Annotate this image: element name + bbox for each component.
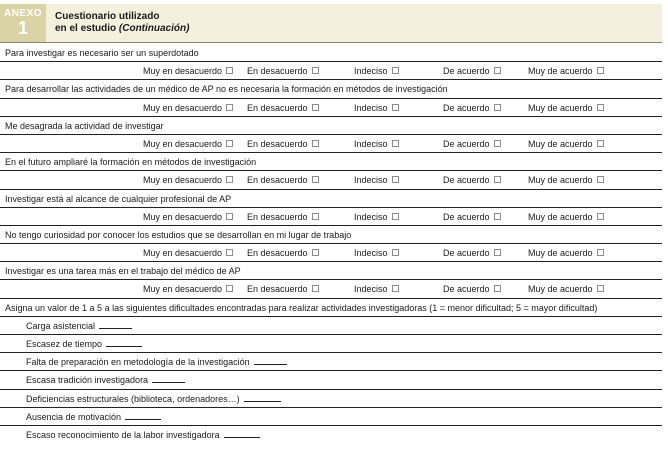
title-line-2-text: en el estudio	[55, 23, 117, 34]
difficulty-label: Ausencia de motivación	[26, 411, 122, 422]
difficulty-label: Carga asistencial	[26, 320, 96, 331]
likert-option-label: Muy en desacuerdo	[143, 138, 223, 149]
likert-option[interactable]	[354, 212, 399, 223]
checkbox[interactable]	[226, 176, 233, 183]
rating-blank-field[interactable]	[254, 357, 287, 365]
likert-option-label: Indeciso	[354, 138, 388, 149]
likert-option-label: De acuerdo	[443, 138, 490, 149]
likert-option[interactable]	[443, 175, 501, 186]
likert-option[interactable]	[443, 139, 501, 150]
likert-option[interactable]	[528, 284, 604, 295]
likert-option[interactable]	[528, 212, 604, 223]
checkbox[interactable]	[597, 249, 604, 256]
annex-title	[46, 4, 662, 42]
likert-option-label: En desacuerdo	[247, 248, 308, 259]
difficulty-label: Falta de preparación en metodología de la investigación	[26, 357, 250, 368]
annex-label: ANEXO	[3, 8, 43, 19]
likert-option-label: Muy en desacuerdo	[143, 175, 223, 186]
likert-option-label: Muy de acuerdo	[528, 66, 593, 77]
checkbox[interactable]	[392, 140, 399, 147]
difficulty-item	[0, 335, 662, 353]
likert-options-row	[0, 99, 662, 117]
checkbox[interactable]	[392, 104, 399, 111]
likert-option-label: Muy en desacuerdo	[143, 102, 223, 113]
checkbox[interactable]	[494, 249, 501, 256]
checkbox[interactable]	[392, 249, 399, 256]
likert-option[interactable]	[247, 66, 319, 77]
checkbox[interactable]	[312, 104, 319, 111]
rating-blank-field[interactable]	[244, 394, 281, 402]
annex-number: 1	[17, 18, 28, 38]
checkbox[interactable]	[597, 67, 604, 74]
rating-blank-field[interactable]	[152, 375, 185, 383]
likert-option-label: De acuerdo	[443, 284, 490, 295]
rating-blank-field[interactable]	[99, 321, 132, 329]
likert-option-label: En desacuerdo	[247, 284, 308, 295]
likert-option[interactable]	[443, 66, 501, 77]
likert-option-label: En desacuerdo	[247, 211, 308, 222]
checkbox[interactable]	[226, 67, 233, 74]
likert-options-row	[0, 208, 662, 226]
likert-options-row	[0, 171, 662, 189]
likert-option-label: De acuerdo	[443, 211, 490, 222]
likert-option-label: Muy en desacuerdo	[143, 211, 223, 222]
likert-option[interactable]	[528, 248, 604, 259]
likert-option-label: De acuerdo	[443, 248, 490, 259]
likert-option[interactable]	[443, 103, 501, 114]
question-statement: Investigar está al alcance de cualquier profesional de AP	[0, 190, 662, 208]
likert-option-label: Muy de acuerdo	[528, 284, 593, 295]
likert-option[interactable]	[143, 139, 233, 150]
checkbox[interactable]	[392, 285, 399, 292]
likert-option[interactable]	[528, 66, 604, 77]
likert-option-label: En desacuerdo	[247, 138, 308, 149]
likert-option[interactable]	[354, 284, 399, 295]
likert-option[interactable]	[143, 248, 233, 259]
checkbox[interactable]	[494, 285, 501, 292]
title-continuation: (Continuación)	[118, 23, 190, 34]
checkbox[interactable]	[312, 213, 319, 220]
difficulty-item	[0, 426, 662, 444]
checkbox[interactable]	[494, 67, 501, 74]
likert-option-label: Muy de acuerdo	[528, 211, 593, 222]
difficulty-item	[0, 390, 662, 408]
likert-option-label: Muy de acuerdo	[528, 138, 593, 149]
likert-option[interactable]	[143, 175, 233, 186]
rating-blank-field[interactable]	[125, 412, 161, 420]
likert-options-row	[0, 62, 662, 80]
title-line-2	[55, 23, 662, 35]
question-statement: Para desarrollar las actividades de un médico de AP no es necesaria la formación en métodos de investigación	[0, 80, 662, 98]
annex-badge	[0, 4, 46, 42]
difficulty-label: Escasa tradición investigadora	[26, 375, 149, 386]
checkbox[interactable]	[494, 140, 501, 147]
checkbox[interactable]	[312, 176, 319, 183]
likert-option[interactable]	[354, 175, 399, 186]
likert-option[interactable]	[247, 212, 319, 223]
annex-header	[0, 4, 662, 43]
rating-instruction: Asigna un valor de 1 a 5 a las siguientes dificultades encontradas para realizar actividades investigadoras (1 = menor dificultad; 5 = mayor dificultad)	[0, 299, 662, 317]
rating-blank-field[interactable]	[224, 430, 260, 438]
checkbox[interactable]	[312, 285, 319, 292]
checkbox[interactable]	[226, 213, 233, 220]
checkbox[interactable]	[392, 67, 399, 74]
likert-option[interactable]	[443, 212, 501, 223]
likert-option-label: Muy en desacuerdo	[143, 284, 223, 295]
checkbox[interactable]	[312, 67, 319, 74]
checkbox[interactable]	[312, 140, 319, 147]
likert-option[interactable]	[247, 139, 319, 150]
likert-option-label: Indeciso	[354, 211, 388, 222]
likert-option[interactable]	[143, 103, 233, 114]
likert-option-label: En desacuerdo	[247, 66, 308, 77]
difficulty-item	[0, 317, 662, 335]
checkbox[interactable]	[494, 213, 501, 220]
likert-option-label: Muy en desacuerdo	[143, 248, 223, 259]
likert-option[interactable]	[528, 103, 604, 114]
likert-option[interactable]	[354, 248, 399, 259]
difficulty-label: Deficiencias estructurales (biblioteca, ordenadores…)	[26, 393, 240, 404]
likert-option-label: En desacuerdo	[247, 175, 308, 186]
checkbox[interactable]	[494, 104, 501, 111]
checkbox[interactable]	[312, 249, 319, 256]
question-statement: Investigar es una tarea más en el trabajo del médico de AP	[0, 262, 662, 280]
checkbox[interactable]	[226, 140, 233, 147]
likert-option-label: Muy de acuerdo	[528, 248, 593, 259]
questionnaire-table	[0, 44, 662, 444]
likert-options-row	[0, 280, 662, 298]
checkbox[interactable]	[597, 140, 604, 147]
difficulty-label: Escasez de tiempo	[26, 339, 103, 349]
likert-option-label: En desacuerdo	[247, 102, 308, 113]
likert-options-row	[0, 135, 662, 153]
likert-option[interactable]	[143, 212, 233, 223]
likert-option-label: Indeciso	[354, 66, 388, 77]
difficulty-item	[0, 408, 662, 426]
likert-option[interactable]	[354, 66, 399, 77]
difficulty-item	[0, 353, 662, 371]
rating-blank-field[interactable]	[106, 339, 142, 347]
likert-option-label: De acuerdo	[443, 66, 490, 77]
likert-option[interactable]	[247, 248, 319, 259]
checkbox[interactable]	[597, 176, 604, 183]
likert-option[interactable]	[443, 248, 501, 259]
question-statement: No tengo curiosidad por conocer los estudios que se desarrollan en mi lugar de trabajo	[0, 226, 662, 244]
likert-option-label: Muy de acuerdo	[528, 175, 593, 186]
likert-option[interactable]	[528, 139, 604, 150]
likert-option-label: Muy de acuerdo	[528, 102, 593, 113]
likert-option-label: De acuerdo	[443, 102, 490, 113]
likert-option-label: Indeciso	[354, 284, 388, 295]
checkbox[interactable]	[597, 213, 604, 220]
difficulty-label: Escaso reconocimiento de la labor investigadora	[26, 429, 220, 440]
likert-option-label: De acuerdo	[443, 175, 490, 186]
question-statement: En el futuro ampliaré la formación en métodos de investigación	[0, 153, 662, 171]
checkbox[interactable]	[226, 104, 233, 111]
difficulty-item	[0, 371, 662, 389]
checkbox[interactable]	[226, 249, 233, 256]
checkbox[interactable]	[226, 285, 233, 292]
checkbox[interactable]	[597, 104, 604, 111]
checkbox[interactable]	[597, 285, 604, 292]
likert-option-label: Indeciso	[354, 175, 388, 186]
likert-option[interactable]	[354, 139, 399, 150]
likert-option-label: Indeciso	[354, 102, 388, 113]
checkbox[interactable]	[494, 176, 501, 183]
likert-option[interactable]	[528, 175, 604, 186]
likert-options-row	[0, 244, 662, 262]
checkbox[interactable]	[392, 213, 399, 220]
likert-option[interactable]	[247, 175, 319, 186]
question-statement: Me desagrada la actividad de investigar	[0, 117, 662, 135]
question-statement: Para investigar es necesario ser un superdotado	[0, 44, 662, 62]
checkbox[interactable]	[392, 176, 399, 183]
likert-option[interactable]	[247, 284, 319, 295]
likert-option[interactable]	[247, 103, 319, 114]
likert-option[interactable]	[143, 284, 233, 295]
likert-option[interactable]	[354, 103, 399, 114]
likert-option[interactable]	[143, 66, 233, 77]
likert-option-label: Muy en desacuerdo	[143, 66, 223, 77]
likert-option-label: Indeciso	[354, 248, 388, 259]
title-line-1: Cuestionario utilizado	[55, 11, 160, 22]
likert-option[interactable]	[443, 284, 501, 295]
